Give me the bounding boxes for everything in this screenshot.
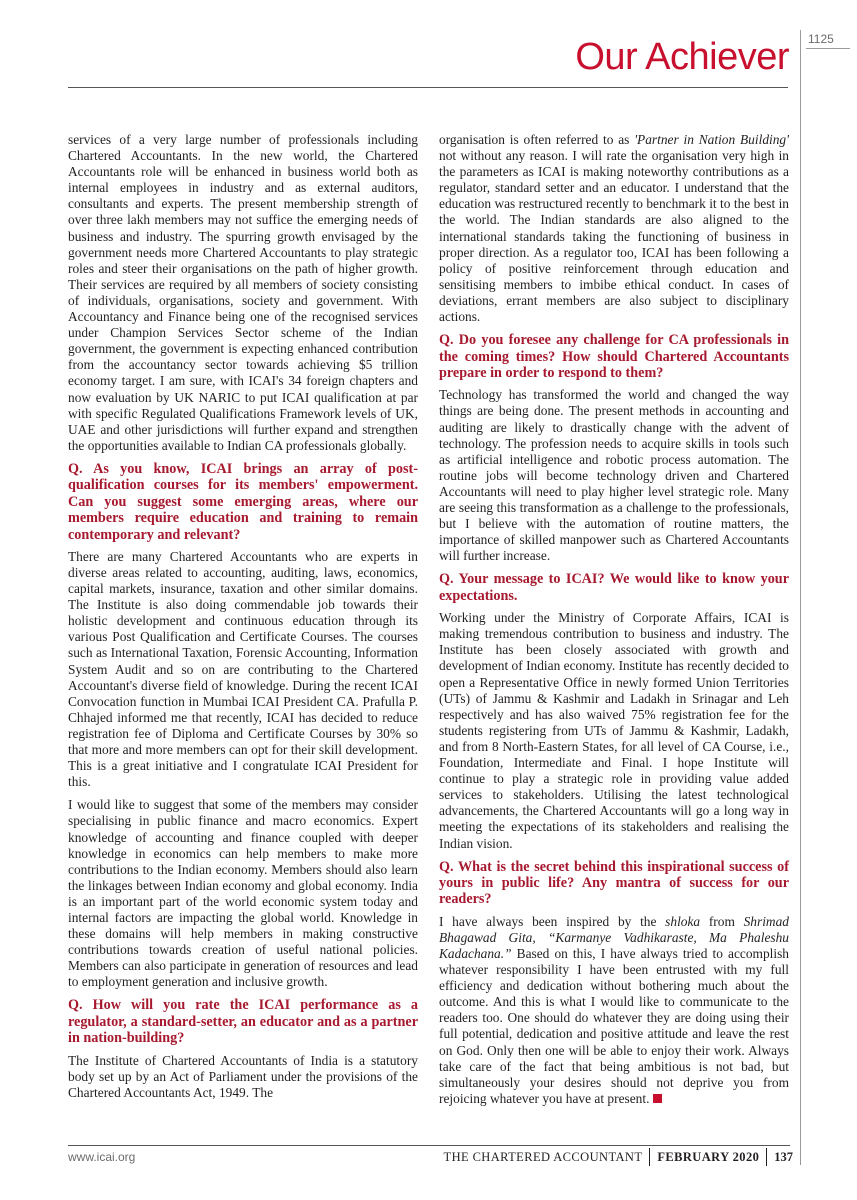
left-column [68, 132, 418, 1108]
interview-question: Q. What is the secret behind this inspirational success of yours in public life? Any mantra of success for our readers? [439, 858, 789, 908]
end-of-article-icon [653, 1094, 662, 1103]
paragraph: Working under the Ministry of Corporate Affairs, ICAI is making tremendous contribution to business and industry. The Institute has been closely associated with growth and development of Indian economy. Institute has recently decided to open a Representative Office in newly formed Union Territories (UTs) of Jammu & Kashmir and Ladakh in Srinagar and Leh respectively and has also waived 75% registration fee for the students registering from UTs of Jammu & Kashmir, Ladakh, and from 8 North-Eastern States, for all level of CA Course, i.e., Foundation, Intermediate and Final. I hope Institute will continue to play a strategic role in providing value added services to stakeholders. Utilising the latest technological advancements, the Chartered Accountants will go a long way in meeting the expectations of its stakeholders and realising the Indian vision. [439, 610, 789, 851]
footer-rule [68, 1145, 790, 1146]
issue-date: FEBRUARY 2020 [657, 1149, 760, 1164]
interview-question: Q. Do you foresee any challenge for CA professionals in the coming times? How should Chartered Accountants prepare in order to respond to them? [439, 332, 789, 381]
text-span: organisation is often referred to as [439, 132, 635, 147]
page-reference-rule [806, 48, 850, 49]
right-column [439, 132, 789, 1114]
footer-url[interactable]: www.icai.org [68, 1150, 136, 1164]
paragraph [439, 132, 789, 325]
text-span: I have always been inspired by the [439, 913, 666, 929]
section-title: Our Achiever [575, 36, 789, 78]
italic-text: 'Partner in Nation Building' [634, 132, 789, 147]
page-number: 137 [774, 1149, 793, 1164]
paragraph: There are many Chartered Accountants who are experts in diverse areas related to accounting, auditing, laws, economics, capital markets, insurance, taxation and other similar domains. The Institute is also doing commendable job towards their holistic development and continuous education through its various Post Qualification and Certificate Courses. The courses such as International Taxation, Forensic Accounting, Information System Audit and so on are contributing to the Chartered Accountant's diverse field of knowledge. During the recent ICAI Convocation function in Mumbai ICAI President CA. Prafulla P. Chhajed informed me that recently, ICAI has decided to reduce registration fee of Diploma and Certificate Courses by 30% so that more and more members can opt for their skill development. This is a great initiative and I congratulate ICAI President for this. [68, 548, 418, 790]
text-span: from [700, 913, 744, 929]
footer-info [444, 1148, 793, 1166]
footer-separator [649, 1148, 650, 1166]
interview-question: Q. As you know, ICAI brings an array of post-qualification courses for its members' empowerment. Can you suggest some emerging areas, where our members require education and training to remain contemporary and relevant? [68, 460, 418, 543]
journal-page-reference: 1125 [808, 32, 834, 46]
paragraph: services of a very large number of professionals including Chartered Accountants. In the new world, the Chartered Accountants role will be enhanced in business world both as internal employees in industry and as external auditors, consultants and experts. The present membership strength of over three lakh members may not suffice the emerging needs of business and industry. The spurring growth envisaged by the government needs more Chartered Accountants to play strategic roles and steer their organisations on the path of higher growth. Their services are required by all members of society consisting of individuals, organisations, society and government. With Accountancy and Finance being one of the recognised services under Champion Services Sector scheme of the Indian government, the government is expecting enhanced contribution from the accountancy sector towards achieving $5 trillion economy target. I am sure, with ICAI's 34 foreign chapters and now evaluation by UK NARIC to put ICAI qualification at par with specific Regulated Qualifications Framework levels of UK, UAE and other jurisdictions will further expand and strengthen the opportunities available to Indian CA professionals globally. [68, 132, 418, 453]
paragraph: Technology has transformed the world and changed the way things are being done. The present methods in accounting and auditing are likely to drastically change with the advent of technology. The profession needs to acquire skills in tools such as artificial intelligence and robotic process automation. The routine jobs will become technology driven and Chartered Accountants will need to play higher level strategic role. Many are seeing this transformation as a challenge to the professionals, but I believe with the automation of routine matters, the importance of skilled manpower such as Chartered Accountants will further increase. [439, 387, 789, 564]
paragraph: I would like to suggest that some of the members may consider specialising in public finance and macro economics. Expert knowledge of accounting and finance coupled with deeper knowledge in economics can help members to make more contributions to the Indian economy. Members should also learn the linkages between Indian economy and global economy. India is an important part of the world economic system today and internal factors are impacting the global world. Knowledge in these domains will help members in making constructive contributions towards creation of useful national policies. Members can also participate in generation of resources and lead to employment generation and inclusive growth. [68, 797, 418, 990]
paragraph: The Institute of Chartered Accountants of India is a statutory body set up by an Act of Parliament under the provisions of the Chartered Accountants Act, 1949. The [68, 1052, 418, 1100]
magazine-name: THE CHARTERED ACCOUNTANT [443, 1149, 643, 1164]
footer-separator [766, 1148, 767, 1166]
italic-text: Shrimad Bhagawad Gita, “Karmanye Vadhikaraste, Ma Phaleshu Kadachana.” [439, 913, 789, 961]
paragraph [439, 914, 789, 1107]
title-rule [68, 87, 788, 88]
interview-question: Q. Your message to ICAI? We would like to know your expectations. [439, 571, 789, 604]
interview-question: Q. How will you rate the ICAI performance as a regulator, a standard-setter, an educator and as a partner in nation-building? [68, 997, 418, 1047]
italic-text: shloka [665, 913, 701, 929]
sidebar-rule [800, 30, 801, 1165]
text-span: Based on this, I have always tried to accomplish whatever responsibility I have been entrusted with my full efficiency and dedication without bothering much about the outcome. And this is what I would like to communicate to the readers too. One should do whatever they are doing using their full potential, dedication and positive attitude and leave the rest on God. Only then one will be able to enjoy their work. Always take care of the fact that being ambitious is not bad, but simultaneously your desires should not deprive you from rejoicing whatever you have at present. [439, 946, 789, 1106]
text-span: not without any reason. I will rate the organisation very high in the parameters as ICAI is making noteworthy contributions as a regulator, standard setter and an educator. I understand that the education was restructured recently to benchmark it to the best in the world. The Indian standards are also aligned to the international standards taking the functioning of business in proper direction. As a regulator too, ICAI has been following a policy of positive reinforcement through education and sensitising members to imbibe ethical conduct. In cases of deviations, errant members are also subject to disciplinary actions. [439, 148, 789, 325]
